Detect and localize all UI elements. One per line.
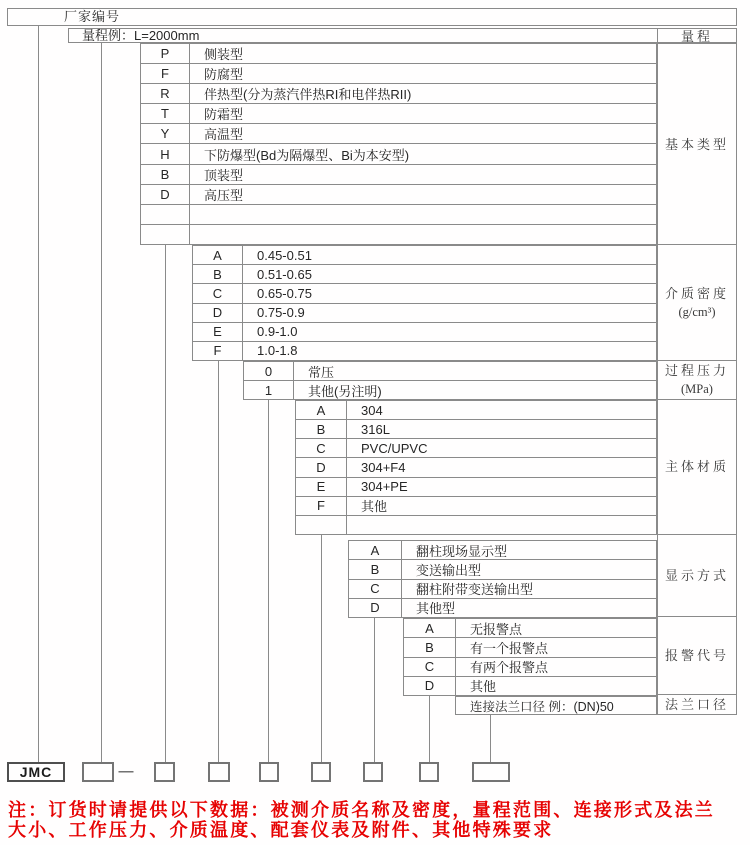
row-code-cell: F (141, 64, 190, 83)
table-row (141, 104, 656, 124)
table-row (349, 580, 656, 599)
table-row (349, 560, 656, 579)
row-code-cell: C (404, 658, 456, 676)
row-desc-cell: 高温型 (204, 127, 244, 143)
row-desc-cell: 下防爆型(Bd为隔爆型、Bi为本安型) (204, 147, 410, 163)
connector-line (374, 618, 375, 762)
row-code-cell: E (296, 478, 347, 496)
table-row (296, 497, 656, 516)
row-desc-cell: 防霜型 (204, 107, 244, 123)
row-code-cell: B (193, 265, 243, 283)
table-row (193, 284, 656, 303)
table-row (404, 658, 656, 677)
row-desc-cell: 高压型 (204, 187, 244, 203)
row-desc-cell (190, 225, 656, 244)
row-desc-cell (190, 205, 656, 224)
row-desc-cell: 316L (361, 421, 390, 437)
row-code-cell: D (349, 599, 402, 617)
row-desc-cell: 无报警点 (470, 621, 523, 637)
code-box-range (82, 762, 114, 782)
row-desc-cell: 其他(另注明) (308, 383, 382, 399)
row-desc-cell: 0.9-1.0 (257, 324, 298, 340)
row-code-cell: C (296, 439, 347, 457)
row-desc-cell: 0.75-0.9 (257, 305, 305, 321)
row-code-cell: T (141, 104, 190, 123)
row-code-cell: H (141, 144, 190, 163)
row-code-cell: B (141, 165, 190, 184)
row-code-cell: F (296, 497, 347, 515)
connector-line (38, 26, 39, 762)
row-code-cell (141, 225, 190, 244)
row-desc-cell: 顶装型 (204, 167, 244, 183)
row-code-cell: E (193, 323, 243, 341)
connector-line (165, 245, 166, 762)
connector-line (268, 400, 269, 762)
order-note-line1: 注：订货时请提供以下数据：被测介质名称及密度，量程范围、连接形式及法兰 (8, 800, 715, 820)
row-code-cell: F (193, 342, 243, 360)
table-row (404, 638, 656, 657)
section-display-mode (348, 540, 657, 618)
row-code-cell: Y (141, 124, 190, 143)
section-basic-type (140, 43, 657, 245)
row-desc-cell: 翻柱附带变送输出型 (416, 582, 534, 598)
row-desc-cell: 防腐型 (204, 67, 244, 83)
section-medium-density (192, 245, 657, 361)
label-unit: (MPa) (681, 381, 713, 396)
table-row (349, 541, 656, 560)
category-label-material: 主体材质 (658, 400, 736, 535)
table-row (193, 342, 656, 360)
category-label-alarm: 报警代号 (658, 617, 736, 695)
row-code-cell: B (296, 420, 347, 438)
manufacturer-number-box: 厂家编号 (7, 8, 737, 26)
table-row (404, 677, 656, 695)
order-note (8, 800, 748, 840)
code-box-flange (472, 762, 510, 782)
row-code-cell: D (296, 458, 347, 476)
table-row (296, 478, 656, 497)
row-code-cell (141, 205, 190, 224)
table-row (404, 619, 656, 638)
table-row (349, 599, 656, 617)
section-body-material (295, 400, 657, 535)
row-code-cell: C (349, 580, 402, 598)
model-prefix-box: JMC (7, 762, 65, 782)
order-note-line2: 大小、工作压力、介质温度、配套仪表及附件、其他特殊要求 (8, 820, 554, 840)
section-alarm-code (403, 618, 657, 696)
code-box-material (311, 762, 331, 782)
table-row (193, 265, 656, 284)
row-desc-cell: 其他型 (416, 601, 456, 617)
code-box-pressure (259, 762, 279, 782)
row-desc-cell: 其他 (361, 499, 388, 515)
row-code-cell: B (404, 638, 456, 656)
category-label-pressure (658, 361, 736, 400)
category-label-basic-type: 基本类型 (658, 44, 736, 245)
table-row (141, 64, 656, 84)
row-code-cell: 0 (244, 362, 294, 380)
connector-line (321, 535, 322, 762)
row-code-cell: A (349, 541, 402, 559)
dash-separator: — (118, 763, 134, 780)
row-code-cell: D (193, 304, 243, 322)
category-label-density (658, 245, 736, 361)
row-code-cell: A (296, 401, 347, 419)
row-desc-cell: 304 (361, 402, 383, 418)
row-desc-cell (347, 516, 656, 534)
table-row (141, 124, 656, 144)
connector-line (490, 715, 491, 762)
label-line: 过程压力 (664, 362, 729, 378)
row-desc-cell: 304+F4 (361, 459, 406, 475)
row-code-cell: D (404, 677, 456, 695)
table-row (141, 144, 656, 164)
table-row (244, 362, 656, 381)
row-code-cell: A (193, 246, 243, 264)
empty-row (141, 205, 656, 225)
table-row (296, 401, 656, 420)
code-box-basic-type (154, 762, 175, 782)
table-row (141, 165, 656, 185)
row-desc-cell: 变送输出型 (416, 562, 482, 578)
code-box-alarm (419, 762, 439, 782)
empty-row (296, 516, 656, 534)
row-desc-cell: 有两个报警点 (470, 660, 549, 676)
category-label-range: 量程 (658, 29, 736, 44)
empty-row (141, 225, 656, 244)
range-example-row (68, 28, 737, 43)
row-desc-cell: 304+PE (361, 479, 408, 495)
table-row (193, 304, 656, 323)
row-desc-cell: 有一个报警点 (470, 640, 549, 656)
row-desc-cell: PVC/UPVC (361, 440, 428, 456)
range-example-text: 量程例：L=2000mm (82, 28, 200, 43)
table-row (244, 381, 656, 399)
row-code-cell: C (193, 284, 243, 302)
row-desc-cell: 1.0-1.8 (257, 343, 298, 359)
category-label-column (657, 28, 737, 715)
row-desc-cell: 伴热型(分为蒸汽伴热RI和电伴热RII) (204, 87, 412, 103)
label-unit: (g/cm³) (678, 304, 716, 319)
table-row (141, 185, 656, 205)
row-code-cell: 1 (244, 381, 294, 399)
code-box-density (208, 762, 230, 782)
category-label-flange: 法兰口径 (664, 697, 729, 713)
row-desc-cell: 0.45-0.51 (257, 247, 312, 263)
table-row (193, 246, 656, 265)
table-row (193, 323, 656, 342)
row-code-cell: B (349, 560, 402, 578)
row-code-cell: D (141, 185, 190, 204)
row-code-cell: R (141, 84, 190, 103)
table-row (141, 44, 656, 64)
connector-line (101, 43, 102, 762)
flange-size-row: 连接法兰口径 例：(DN)50 (455, 696, 657, 715)
category-label-display: 显示方式 (658, 535, 736, 618)
section-process-pressure (243, 361, 657, 400)
connector-line (218, 361, 219, 762)
row-desc-cell: 常压 (308, 364, 335, 380)
table-row (141, 84, 656, 104)
row-code-cell: A (404, 619, 456, 637)
row-desc-cell: 其他 (470, 679, 497, 695)
row-desc-cell: 0.65-0.75 (257, 285, 312, 301)
row-code-cell (296, 516, 347, 534)
row-desc-cell: 0.51-0.65 (257, 266, 312, 282)
table-row (296, 458, 656, 477)
row-desc-cell: 翻柱现场显示型 (416, 543, 508, 559)
table-row (296, 439, 656, 458)
row-code-cell: P (141, 44, 190, 63)
connector-line (429, 696, 430, 762)
table-row (296, 420, 656, 439)
row-desc-cell: 侧装型 (204, 47, 244, 63)
code-box-display (363, 762, 383, 782)
label-line: 介质密度 (664, 285, 729, 301)
